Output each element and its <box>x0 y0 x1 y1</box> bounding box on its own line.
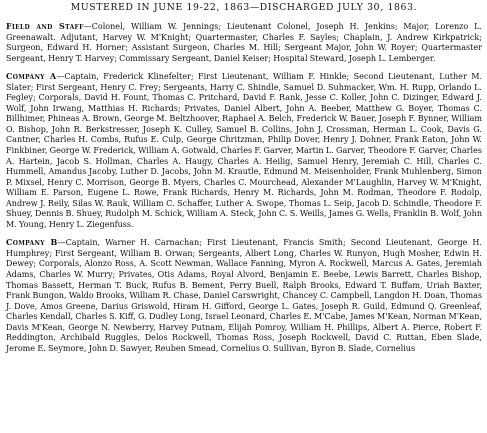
section-text: —Captain, Warner H. Carnachan; First Lieutenant, Francis Smith; Second Lieutenant, George H. Humphrey; First Sergeant, William B. Orwan; Sergeants, Albert Long, Charles W. Runyon, Hugh Mosher, Edwin H. Dewey; Corporals, Alonzo Ross, A. Scott Newman, Wallace Fanning, Myron A. Rockwell, Marcus A. Gates, Jeremiah Adams, Charles W. Murry; Privates, Otis Adams, Royal Alvord, Benjamin E. Beebe, Lewis Barrett, Charles Bishop, Thomas Bassett, Herman T. Buck, Rufus B. Bement, Perry Buell, Ralph Brooks, Edward T. Buffam, Uriah Baxter, Frank Bungon, Waldo Brooks, William R. Chase, Daniel Carswright, Chancey C. Campbell, Langdon H. Doan, Thomas J. Dove, Amos Greene, Darius Griswold, Hiram H. Gifford, George L. Gates, Joseph R. Guild, Edmund Q. Greenleaf, Charles Kendall, Charles S. Kiff, G. Dudley Long, Israel Leonard, Charles E. M'Cabe, James M'Kean, Norman M'Kean, Davis M'Kean, George N. Newberry, Harvey Putnam, Elijah Pomroy, William H. Phillips, Albert A. Pierce, Robert F. Reddington, Archibald Ruggles, Delos Rockwell, Thomas Ross, Joseph Rockwell, David C. Ruttan, Eben Slade, Jerome E. Seymore, John D. Sawyer, Reuben Smead, Cornelius O. Sullivan, Byron B. Slade, Cornelius <box>6 238 482 353</box>
section-label: Company B <box>6 237 58 248</box>
section-label: Field and Staff <box>6 21 84 31</box>
page-heading: MUSTERED IN JUNE 19-22, 1863—DISCHARGED JULY 30, 1863. <box>70 2 418 13</box>
field-and-staff-paragraph <box>6 21 482 64</box>
section-text: —Captain, Frederick Klinefelter; First Lieutenant, William F. Hinkle; Second Lieutenant, Luther M. Slater; First Sergeant, Henry C. Frey; Sergeants, Harry C. Shindle, Samuel D. Suhmacker, Wm. H. Rupp, Orlando L. Fegley; Corporals, David H. Fount, Thomas C. Pritchard, David F. Rank, Jesse C. Koller, John C. Dizinger, Edward J. Wolf, John Irwang, Matthias H. Richards; Privates, Daniel Albert, John A. Beeber, Matthew G. Boyer, Thomas C. Billhimer, Phineas A. Brown, George M. Beltzhoover, Raphael A. Belch, Frederick W. Bauer, Joseph F. Bynner, William O. Bishop, John R. Berkstresser, Joseph K. Culley, Samuel B. Collins, John J. Crossman, Herman L. Cook, Davis G. Cantner, Charles H. Combs, Rufus E. Culp, George Chritzman, Philip Dover, Henry J. Dohner, Frank Eaton, John W. Finkbiner, George W. Frederick, William A. Gotwald, Charles F. Garver, Martin L. Garver, Theodore F. Garver, Charles A. Hartein, Jacob S. Hollman, Charles A. Haugy, Charles A. Heilig, Samuel Henry, Jeremiah C. Hill, Charles C. Hummell, Amandus Jacoby, Luther D. Jacobs, John M. Krautle, Edmund M. Meisenholder, Frank Muhlenberg, Simon P. Mixsel, Henry C. Morrison, George B. Myers, Charles C. Mourchead, Alexander M'Laughlin, Harvey W. M'Knight, William E. Parson, Eugene L. Rowe, Frank Richards, Henry M. Richards, John M. Rodman, Theodore F. Rodolp, Andrew J. Reily, Silas W. Rauk, William C. Schaffer, Luther A. Swope, Thomas L. Seip, Jacob D. Schindle, Theodore F. Shuey, Dennis B. Shuey, Rudolph M. Schick, William A. Steck, John C. S. Weills, James G. Wells, Franklin B. Wolf, John M. Young, Henry L. Ziegenfuss. <box>6 72 482 229</box>
section-label: Company A <box>6 71 57 82</box>
company-b-paragraph <box>6 237 482 354</box>
section-text: —Colonel, William W. Jennings; Lieutenant Colonel, Joseph H. Jenkins; Major, Lorenzo L. Greenawalt. Adjutant, Harvey W. M'Knight; Quartermaster, Charles F. Sayles; Chaplain, J. Andrew Kirkpatrick; Surgeon, Edward H. Horner; Assistant Surgeon, Charles M. Hill; Sergeant Major, John W. Royer; Quartermaster Sergeant, Henry T. Harvey; Commissary Sergeant, Daniel Keiser; Hospital Steward, Joseph L. Lemberger. <box>6 22 482 63</box>
company-a-paragraph <box>6 71 482 230</box>
